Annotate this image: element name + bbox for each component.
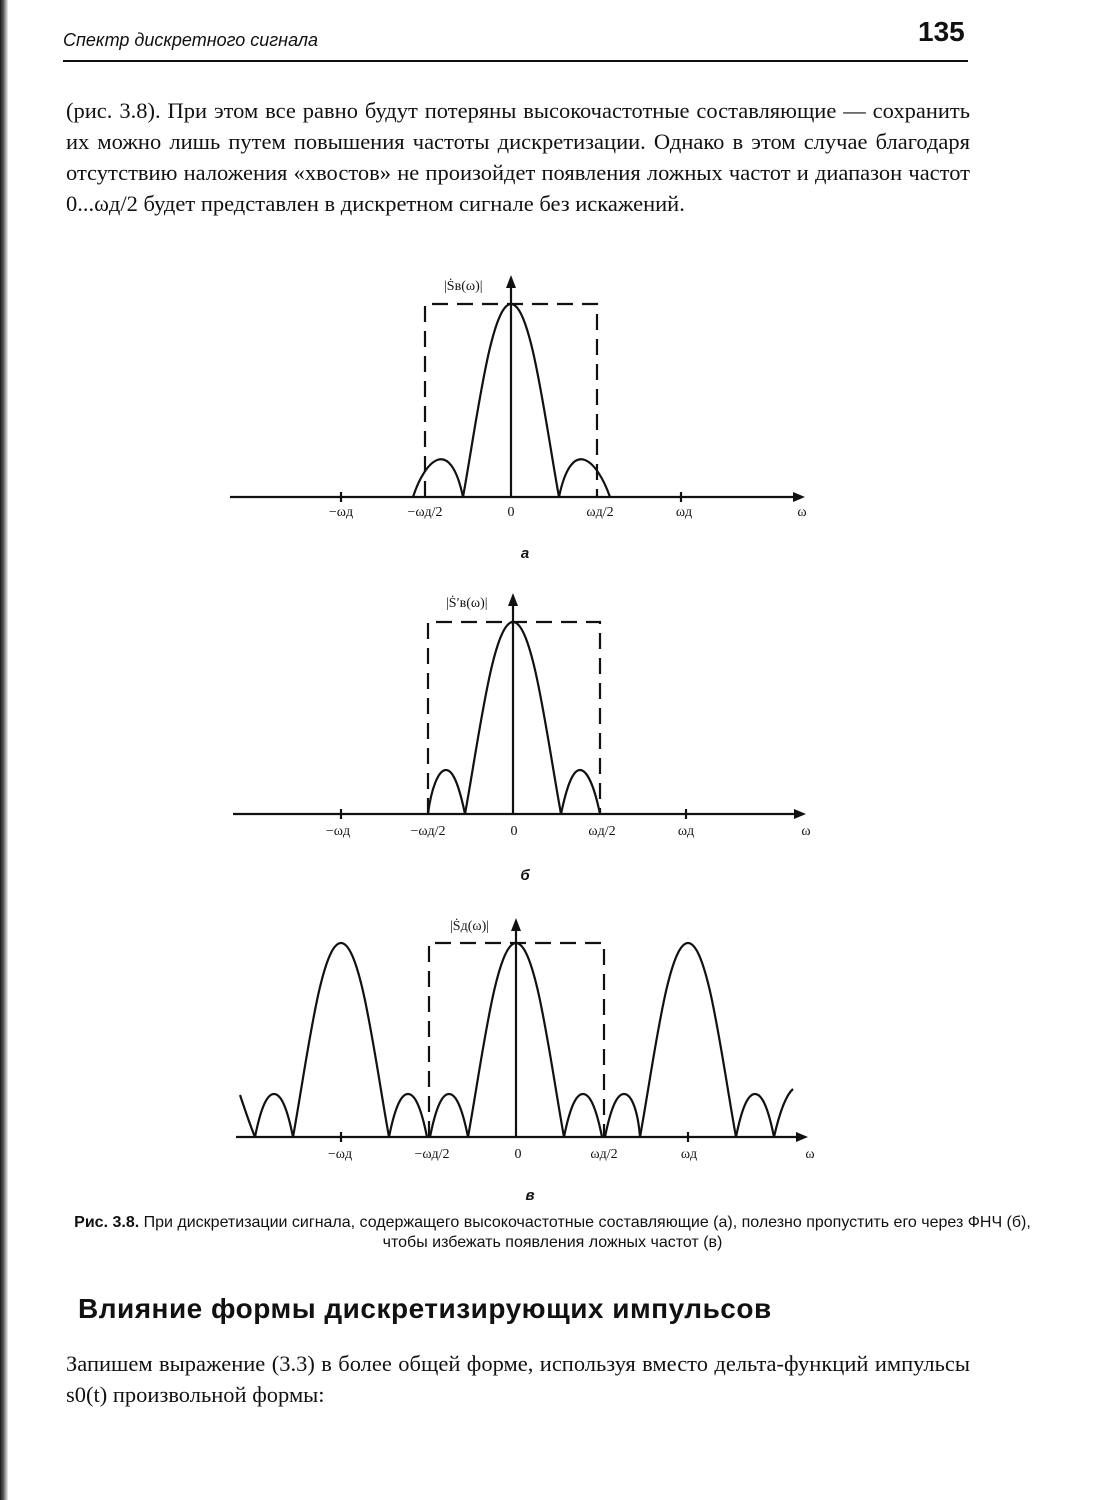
panel-a-tick-labels	[329, 505, 807, 520]
axis-label-omega: ω	[797, 505, 807, 520]
panel-c-side-lobe	[774, 1089, 793, 1137]
panel-c-y-label: |Ṡд(ω)|	[450, 919, 490, 934]
tick-label-minus-omega: −ωд	[328, 505, 354, 520]
tick-label-omega: ωд	[680, 1147, 698, 1162]
tick-label-minus-half-omega: −ωд/2	[414, 1147, 450, 1162]
tick-label-zero: 0	[510, 824, 518, 839]
panel-c-main-lobe-left	[293, 943, 389, 1137]
panel-b-side-lobe-right	[561, 770, 600, 814]
tick-label-minus-omega: −ωд	[327, 1147, 353, 1162]
tick-label-minus-omega: −ωд	[325, 824, 351, 839]
panel-c-tick-labels	[328, 1147, 815, 1162]
panel-c-side-lobe	[389, 1094, 427, 1137]
panel-c-side-lobe	[430, 1094, 468, 1137]
figure-caption	[70, 1213, 1035, 1253]
tick-label-zero: 0	[514, 1147, 522, 1162]
paragraph-intro: (рис. 3.8). При этом все равно будут потеряны высокочастотные составляющие — сохранить их можно лишь путем повышения частоты дискретизации. Однако в этом случае благодаря отсутствию наложения «хвостов» не произойдет появления ложных частот и диапазон частот 0...ωд/2 будет представлен в дискретном сигнале без искажений.	[66, 98, 970, 216]
panel-a-y-arrow	[506, 275, 516, 288]
panel-c-y-arrow	[511, 918, 521, 931]
caption-text: При дискретизации сигнала, содержащего высокочастотные составляющие (а), полезно пропустить его через ФНЧ (б), чтобы избежать появления ложных частот (в)	[143, 1214, 1031, 1251]
page-number: 135	[918, 16, 965, 47]
tick-label-half-omega: ωд/2	[588, 824, 616, 839]
panel-b-tick-labels	[326, 824, 811, 839]
axis-label-omega: ω	[805, 1147, 815, 1162]
paragraph-formula-intro: Запишем выражение (3.3) в более общей форме, используя вместо дельта-функций импульсы s0(t) произвольной формы:	[66, 1351, 970, 1407]
panel-a	[230, 275, 805, 502]
panel-a-side-lobe-right	[559, 459, 610, 497]
panel-c-side-lobe	[736, 1094, 774, 1137]
tick-label-minus-half-omega: −ωд/2	[407, 505, 443, 520]
panel-c-side-lobe	[605, 1094, 640, 1137]
running-head: Спектр дискретного сигнала	[63, 30, 319, 50]
tick-label-omega: ωд	[677, 824, 695, 839]
panel-a-x-arrow	[793, 492, 805, 502]
panel-a-side-lobe-left	[413, 459, 463, 497]
panel-a-sublabel: а	[520, 545, 530, 562]
tick-label-half-omega: ωд/2	[590, 1147, 618, 1162]
caption-lead: Рис. 3.8.	[74, 1214, 140, 1231]
panel-c-side-lobe	[240, 1095, 255, 1137]
panel-a-y-label: |Ṡв(ω)|	[444, 279, 483, 294]
panel-b-side-lobe-left	[428, 770, 465, 814]
panel-c-side-lobe	[564, 1094, 602, 1137]
tick-label-minus-half-omega: −ωд/2	[410, 824, 446, 839]
panel-b-sublabel: б	[520, 867, 530, 884]
panel-c-side-lobe	[255, 1094, 293, 1137]
panel-c-sublabel: в	[525, 1187, 535, 1204]
tick-label-half-omega: ωд/2	[586, 505, 614, 520]
panel-c-x-arrow	[796, 1132, 808, 1142]
panel-c-main-lobe-right	[640, 943, 736, 1137]
tick-label-omega: ωд	[675, 505, 693, 520]
panel-c	[236, 918, 808, 1142]
panel-b-y-arrow	[508, 593, 518, 606]
panel-b	[233, 593, 806, 819]
panel-b-x-arrow	[794, 809, 806, 819]
section-title: Влияние формы дискретизирующих импульсов	[78, 1293, 772, 1324]
panel-b-y-label: |Ṡ′в(ω)|	[446, 596, 488, 611]
tick-label-zero: 0	[507, 505, 515, 520]
axis-label-omega: ω	[801, 824, 811, 839]
